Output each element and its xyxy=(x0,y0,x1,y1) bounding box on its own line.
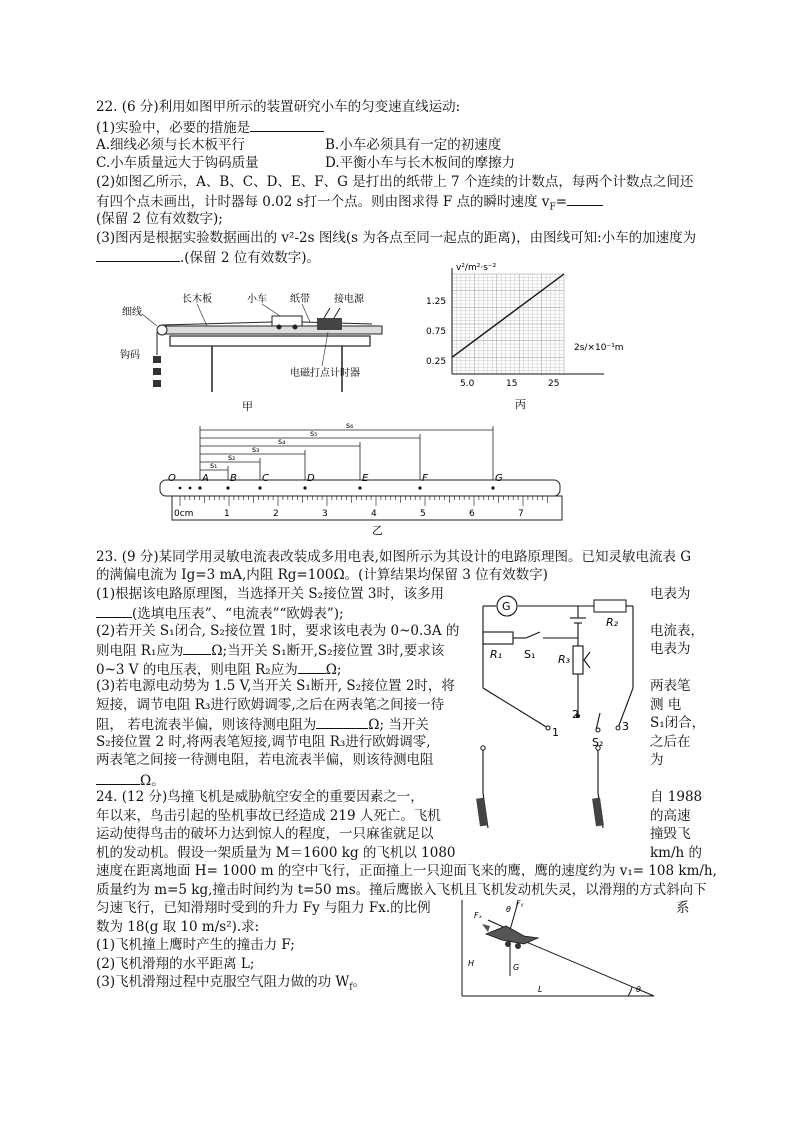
q24-line11-text: (3)飞机滑翔过程中克服空气阻力做的功 W xyxy=(96,974,350,990)
q22-part1 xyxy=(96,117,324,137)
circuit-pos3: 3 xyxy=(622,720,629,733)
q22-part2-line3: (保留 2 位有效数字); xyxy=(96,211,223,227)
q23-blank-5[interactable] xyxy=(96,770,140,785)
ruler-1: 1 xyxy=(224,509,230,519)
q23-line11: S₂接位置 2 时,将两表笔短接,调节电阻 R₃进行欧姆调零, xyxy=(96,734,431,750)
point-d: D xyxy=(307,473,315,484)
q23-line10b: Ω; 当开关 xyxy=(368,717,429,733)
circuit-r2: R₂ xyxy=(606,616,619,629)
chart-grid xyxy=(452,274,564,374)
caption-bing: 丙 xyxy=(515,398,526,411)
glide-g: G xyxy=(513,963,520,972)
q22-stem: 22. (6 分)利用如图甲所示的装置研究小车的匀变速直线运动: xyxy=(96,99,461,115)
q23-blank-3[interactable] xyxy=(298,659,326,674)
label-weights: 钩码 xyxy=(120,350,140,361)
q22-option-b: B.小车必须具有一定的初速度 xyxy=(325,137,502,153)
q24-line4-right: km/h 的 xyxy=(650,845,703,861)
q23-line5: (2)若开关 S₁闭合, S₂接位置 1时，要求该电表为 0~0.3A 的 xyxy=(96,623,460,639)
q23-line13-text: Ω。 xyxy=(140,773,165,789)
span-s5: s₅ xyxy=(310,429,318,438)
chart-ytick-1-25: 1.25 xyxy=(426,297,447,307)
q22-option-d: D.平衡小车与长木板间的摩擦力 xyxy=(325,155,516,171)
circuit-s1: S₁ xyxy=(524,648,536,661)
label-cart: 小车 xyxy=(247,294,267,305)
q24-line11-end: 。 xyxy=(352,974,367,990)
chart-xtick-15: 15 xyxy=(506,379,518,389)
q22-part3-line2 xyxy=(96,247,320,267)
q23-line2: 的满偏电流为 Ig=3 mA,内阻 Rg=100Ω。(计算结果均保留 3 位有效数字) xyxy=(96,567,548,583)
q24-line9: (1)飞机撞上鹰时产生的撞击力 F; xyxy=(96,937,295,953)
span-s4: s₄ xyxy=(278,437,286,446)
span-s6: s₆ xyxy=(346,421,354,430)
glide-theta-top: θ xyxy=(506,905,511,914)
chart-xlabel: 2s/×10⁻¹m xyxy=(574,343,624,353)
q24-wf-sub: f xyxy=(349,982,353,993)
q23-line6b: Ω;当开关 S₁断开,S₂接位置 3时,要求该 xyxy=(211,643,445,659)
q23-line7b: Ω; xyxy=(325,662,342,678)
point-e: E xyxy=(362,473,369,484)
q23-line8: (3)若电源电动势为 1.5 V,当开关 S₁断开, S₂接位置 2时，将 xyxy=(96,678,455,694)
caption-jia: 甲 xyxy=(242,400,253,413)
caption-yi: 乙 xyxy=(372,524,383,536)
point-b: B xyxy=(230,473,237,484)
q23-line7a: 0~3 V 的电压表，则电阻 R₂应为 xyxy=(96,662,298,678)
q23-line3-right: 电表为 xyxy=(650,586,691,602)
q24-line7: 匀速飞行，已知滑翔时受到的升力 Fy 与阻力 Fx.的比例 xyxy=(96,900,431,916)
circuit-r1: R₁ xyxy=(490,648,503,661)
q24-line10: (2)飞机滑翔的水平距离 L; xyxy=(96,956,255,972)
q23-line4-text: (选填电压表”、“电流表”“欧姆表”); xyxy=(132,606,344,622)
chart-series-line xyxy=(452,274,564,357)
q24-line6: 质量约为 m=5 kg,撞击时间约为 t=50 ms。撞后鹰嵌入飞机且飞机发动机失灵，以滑翔的方式斜向下 xyxy=(96,882,707,898)
span-s2: s₂ xyxy=(228,453,236,462)
ruler-0cm: 0cm xyxy=(174,509,194,519)
q22-part2-text: 有四个点未画出，计时器每 0.02 s打一个点。则由图求得 F 点的瞬时速度 v xyxy=(96,194,550,210)
span-s3: s₃ xyxy=(252,445,260,454)
ruler-7: 7 xyxy=(518,509,524,519)
q22-part3-line1: (3)图丙是根据实验数据画出的 v²-2s 图线(s 为各点至同一起点的距离)，由图线可知:小车的加速度为 xyxy=(96,230,697,246)
q22-part1-text: (1)实验中，必要的措施是 xyxy=(96,120,251,136)
figure-bing-chart xyxy=(420,258,635,413)
chart-xtick-5: 5.0 xyxy=(460,379,475,389)
q24-line2: 年以来，鸟击引起的坠机事故已经造成 219 人死亡。飞机 xyxy=(96,808,441,824)
q23-line10-right: S₁闭合， xyxy=(650,715,706,731)
q24-line8: 数为 18(g 取 10 m/s²).求: xyxy=(96,919,260,935)
q22-vf-sub: F xyxy=(549,202,556,213)
ruler-3: 3 xyxy=(322,509,328,519)
q23-line8-right: 两表笔 xyxy=(650,678,691,694)
ruler-4: 4 xyxy=(371,509,377,519)
figure-circuit xyxy=(468,588,648,838)
q22-option-a: A.细线必须与长木板平行 xyxy=(96,137,246,153)
q22-part2-line1: (2)如图乙所示，A、B、C、D、E、F、G 是打出的纸带上 7 个连续的计数点，每两个计数点之间还 xyxy=(96,174,694,190)
q23-line12: 两表笔之间接一待测电阻，若电流表半偏，则该待测电阻 xyxy=(96,752,434,768)
q23-line12-right: 为 xyxy=(650,752,664,768)
q23-line9-right: 测 电 xyxy=(650,697,682,713)
q23-line6 xyxy=(96,640,444,660)
q22-blank-3[interactable] xyxy=(96,247,180,262)
q23-line4 xyxy=(96,603,344,623)
glide-fx: Fₓ xyxy=(474,911,483,920)
q22-blank-2[interactable] xyxy=(567,191,603,206)
q23-line10a: 阻， 若电流表半偏，则该待测电阻为 xyxy=(96,717,317,733)
circuit-r3: R₃ xyxy=(558,653,571,666)
chart-ylabel: v²/m²·s⁻² xyxy=(456,263,497,273)
figure-jia-apparatus xyxy=(112,280,392,415)
q23-line5-right: 电流表， xyxy=(650,623,704,639)
q24-line7-right: 系 xyxy=(676,900,690,916)
circuit-pos1: 1 xyxy=(552,726,559,739)
point-f: F xyxy=(422,473,428,484)
ruler-6: 6 xyxy=(469,509,475,519)
label-tape: 纸带 xyxy=(290,294,310,305)
circuit-g: G xyxy=(502,600,511,613)
point-g: G xyxy=(495,473,503,484)
q23-line11-right: 之后在 xyxy=(650,734,691,750)
q23-line6-right: 电表为 xyxy=(650,641,691,657)
q24-line2-right: 的高速 xyxy=(650,808,691,824)
label-string: 细线 xyxy=(122,307,142,318)
label-power: 接电源 xyxy=(334,294,364,305)
glide-theta: θ xyxy=(636,985,641,994)
circuit-s2: S₂ xyxy=(592,736,604,749)
glide-h: H xyxy=(468,959,475,968)
q23-line3: (1)根据该电路原理图，当选择开关 S₂接位置 3时，该多用 xyxy=(96,586,444,602)
q23-blank-2[interactable] xyxy=(183,640,211,655)
ruler-2: 2 xyxy=(273,509,279,519)
span-s1: s₁ xyxy=(210,461,218,470)
chart-xtick-25: 25 xyxy=(548,379,560,389)
q24-line11 xyxy=(96,973,366,997)
q22-part3-text: .(保留 2 位有效数字)。 xyxy=(180,250,320,266)
point-c: C xyxy=(262,473,269,484)
q22-option-c: C.小车质量远大于钩码质量 xyxy=(96,155,259,171)
point-a: A xyxy=(202,473,209,484)
q24-line3: 运动使得鸟击的破坏力达到惊人的程度，一只麻雀就足以 xyxy=(96,826,434,842)
label-timer: 电磁打点计时器 xyxy=(290,368,360,379)
q24-line3-right: 撞毁飞 xyxy=(650,826,691,842)
glide-fy: Fᵧ xyxy=(516,899,524,908)
figure-glide xyxy=(458,896,658,1001)
label-board: 长木板 xyxy=(182,294,212,305)
point-o: O xyxy=(168,473,176,484)
q23-line10 xyxy=(96,714,429,734)
q23-line7 xyxy=(96,659,341,679)
q22-blank-1[interactable] xyxy=(250,117,324,132)
figure-yi-tape xyxy=(150,418,570,536)
chart-ytick-0-75: 0.75 xyxy=(426,327,447,337)
q23-line6a: 则电阻 R₁应为 xyxy=(96,643,184,659)
q24-line5: 速度在距离地面 H= 1000 m 的空中飞行，正面撞上一只迎面飞来的鹰，鹰的速度约为 v₁= 108 km/h, xyxy=(96,863,717,879)
q24-line4: 机的发动机。假设一架质量为 M＝1600 kg 的飞机以 1080 xyxy=(96,845,456,861)
q23-line9: 短接，调节电阻 R₃进行欧姆调零,之后在两表笔之间接一待 xyxy=(96,697,445,713)
glide-l: L xyxy=(538,985,543,994)
circuit-pos2: 2 xyxy=(572,708,579,721)
chart-ytick-0-25: 0.25 xyxy=(426,357,447,367)
ruler-5: 5 xyxy=(420,509,426,519)
q22-eq: = xyxy=(555,194,567,210)
q24-line1: 24. (12 分)鸟撞飞机是威胁航空安全的重要因素之一， xyxy=(96,789,424,805)
q23-line13 xyxy=(96,770,165,790)
q24-line1-right: 自 1988 xyxy=(650,789,703,805)
q23-line1: 23. (9 分)某同学用灵敏电流表改装成多用电表,如图所示为其设计的电路原理图。已知灵敏电流表 G xyxy=(96,549,692,565)
q23-blank-1[interactable] xyxy=(96,603,132,618)
q23-blank-4[interactable] xyxy=(316,714,368,729)
